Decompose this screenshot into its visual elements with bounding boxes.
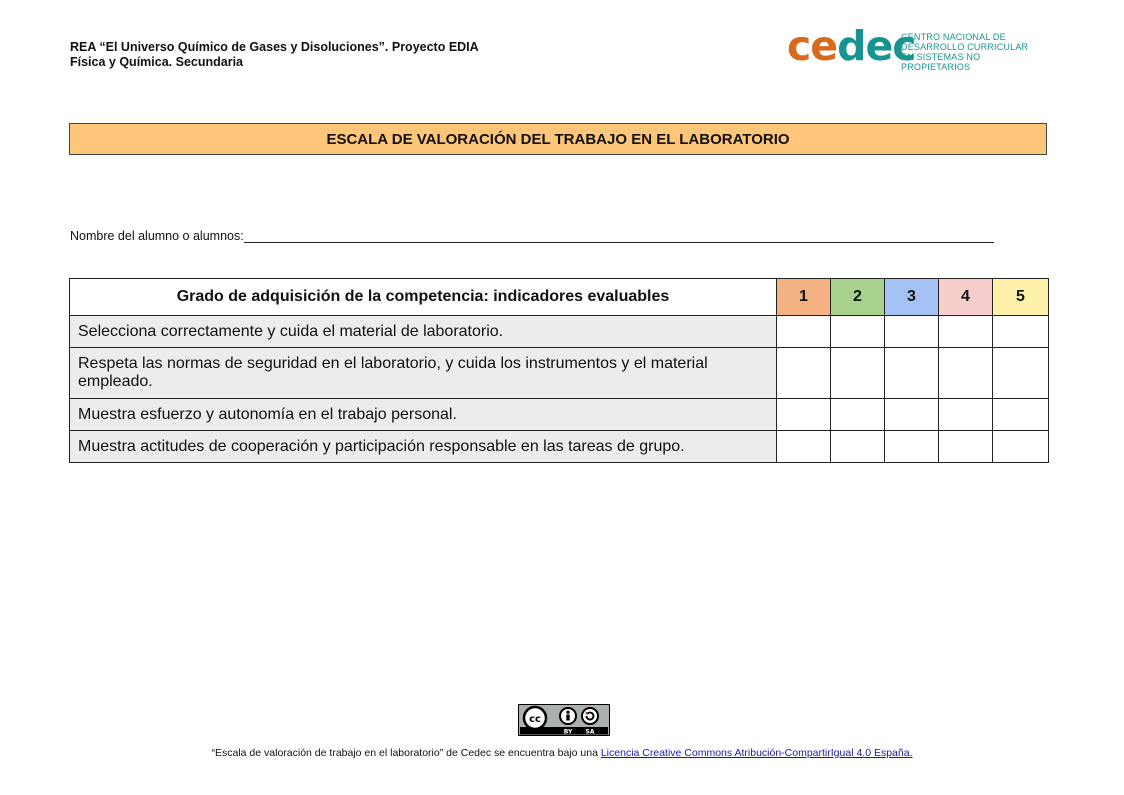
cc-badge-by-label: BY — [563, 728, 573, 736]
score-cell-3[interactable] — [885, 348, 939, 399]
logo-sub-line3: EN SISTEMAS NO PROPIETARIOS — [901, 52, 981, 72]
logo-word-part2: dec — [837, 22, 916, 70]
student-name-field[interactable] — [70, 229, 994, 243]
score-cell-4[interactable] — [939, 316, 993, 348]
indicator-text: Respeta las normas de seguridad en el laboratorio, y cuida los instrumentos y el material empleado. — [70, 348, 777, 399]
score-cell-2[interactable] — [831, 431, 885, 463]
cedec-logo-word — [787, 22, 916, 70]
document-header — [70, 40, 479, 70]
score-cell-5[interactable] — [993, 431, 1049, 463]
logo-sub-line2: DESARROLLO CURRICULAR — [901, 42, 1029, 52]
score-cell-2[interactable] — [831, 348, 885, 399]
score-cell-1[interactable] — [777, 348, 831, 399]
table-row — [70, 399, 1049, 431]
level-3-header: 3 — [885, 279, 939, 316]
score-cell-5[interactable] — [993, 348, 1049, 399]
student-name-label: Nombre del alumno o alumnos: — [70, 229, 244, 243]
logo-word-part1: ce — [787, 22, 838, 70]
score-cell-5[interactable] — [993, 316, 1049, 348]
svg-text:cc: cc — [529, 714, 541, 725]
cc-by-sa-icon[interactable] — [518, 704, 610, 736]
indicators-column-header: Grado de adquisición de la competencia: indicadores evaluables — [70, 279, 777, 316]
student-name-blank-line[interactable] — [244, 230, 994, 243]
cedec-logo-subtitle — [901, 32, 1037, 72]
header-line-project: REA “El Universo Químico de Gases y Disoluciones”. Proyecto EDIA — [70, 40, 479, 54]
level-2-header: 2 — [831, 279, 885, 316]
header-line-subject: Física y Química. Secundaria — [70, 55, 243, 69]
score-cell-2[interactable] — [831, 316, 885, 348]
score-cell-2[interactable] — [831, 399, 885, 431]
logo-sub-line1: CENTRO NACIONAL DE — [901, 32, 1006, 42]
score-cell-1[interactable] — [777, 431, 831, 463]
cc-badge-sa-label: SA — [585, 728, 595, 736]
indicator-text: Muestra actitudes de cooperación y participación responsable en las tareas de grupo. — [70, 431, 777, 463]
score-cell-5[interactable] — [993, 399, 1049, 431]
table-row — [70, 316, 1049, 348]
indicator-text: Selecciona correctamente y cuida el material de laboratorio. — [70, 316, 777, 348]
indicator-text: Muestra esfuerzo y autonomía en el trabajo personal. — [70, 399, 777, 431]
level-4-header: 4 — [939, 279, 993, 316]
score-cell-4[interactable] — [939, 348, 993, 399]
score-cell-4[interactable] — [939, 431, 993, 463]
evaluation-table — [69, 278, 1049, 463]
license-text: “Escala de valoración de trabajo en el laboratorio” de Cedec se encuentra bajo una — [211, 747, 601, 759]
score-cell-3[interactable] — [885, 316, 939, 348]
score-cell-1[interactable] — [777, 399, 831, 431]
score-cell-4[interactable] — [939, 399, 993, 431]
document-title: ESCALA DE VALORACIÓN DEL TRABAJO EN EL LABORATORIO — [69, 123, 1047, 155]
score-cell-1[interactable] — [777, 316, 831, 348]
license-link[interactable]: Licencia Creative Commons Atribución-CompartirIgual 4.0 España. — [600, 747, 913, 759]
score-cell-3[interactable] — [885, 399, 939, 431]
level-1-header: 1 — [777, 279, 831, 316]
score-cell-3[interactable] — [885, 431, 939, 463]
table-row — [70, 348, 1049, 399]
table-row — [70, 431, 1049, 463]
level-5-header: 5 — [993, 279, 1049, 316]
license-footer — [0, 747, 1124, 759]
cedec-logo — [787, 22, 1037, 72]
